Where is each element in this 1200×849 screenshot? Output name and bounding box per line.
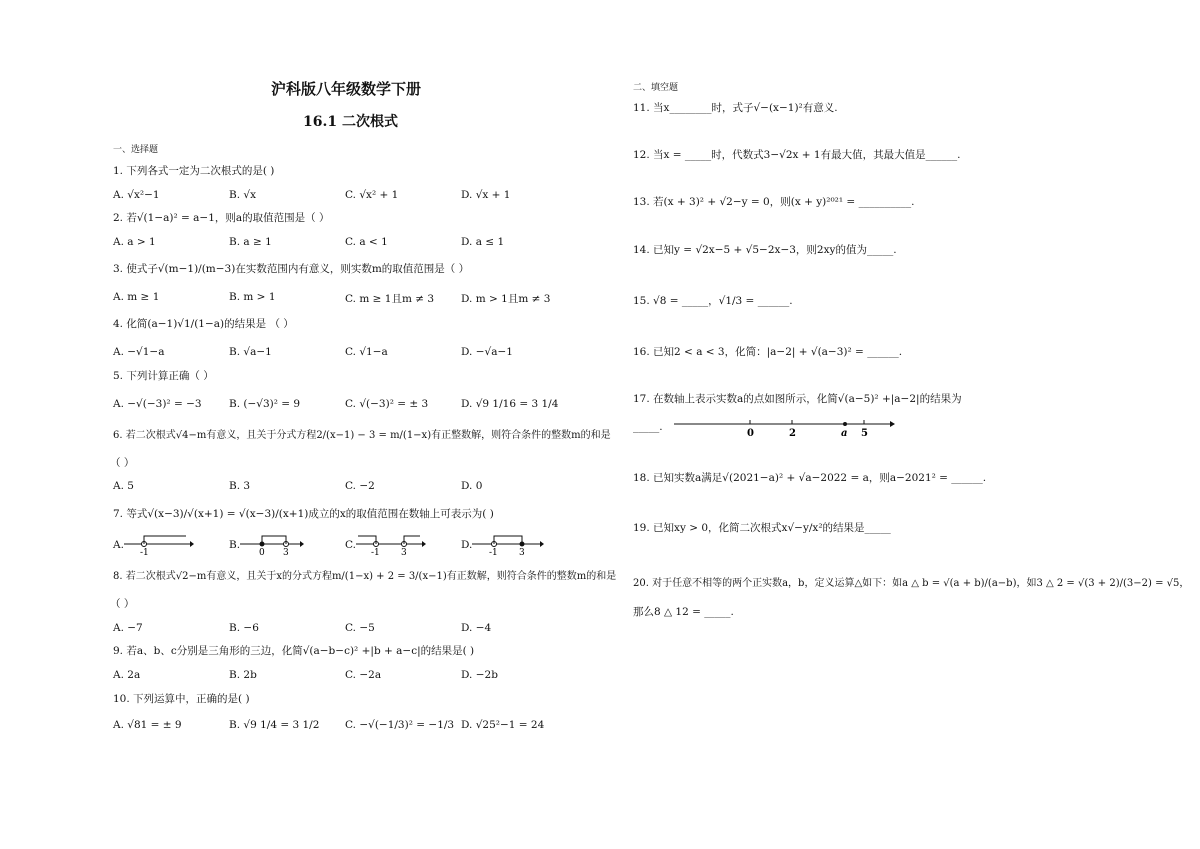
question-12: 12. 当x = _____时，代数式3−√2x + 1有最大值，其最大值是______.: [633, 149, 961, 161]
question-8: 8. 若二次根式√2−m有意义，且关于x的分式方程m/(1−x) + 2 = 3/(x−1)有正数解，则符合条件的整数m的和是: [113, 571, 617, 582]
q6-option-d: D. 0: [461, 480, 483, 492]
q1-option-d: D. √x + 1: [461, 189, 511, 201]
question-16: 16. 已知2 < a < 3，化简：|a−2| + √(a−3)² = ______.: [633, 346, 903, 358]
q8-option-c: C. −5: [345, 622, 375, 634]
q9-option-c: C. −2a: [345, 669, 382, 681]
question-6-paren: （ ）: [110, 457, 135, 469]
q8-option-b: B. −6: [229, 622, 259, 634]
q4-option-a: A. −√1−a: [113, 346, 165, 358]
number-line-b: [240, 530, 306, 556]
q3-option-a: A. m ≥ 1: [113, 291, 160, 303]
q5-option-d: D. √9 1/16 = 3 1/4: [461, 398, 559, 410]
q2-option-c: C. a < 1: [345, 236, 388, 248]
q7-option-c: C.: [345, 539, 356, 551]
question-10: 10. 下列运算中，正确的是( ): [113, 693, 250, 705]
q6-option-c: C. −2: [345, 480, 375, 492]
question-7: 7. 等式√(x−3)/√(x+1) = √(x−3)/(x+1)成立的x的取值范围在数轴上可表示为( ): [113, 508, 494, 520]
question-13: 13. 若(x + 3)² + √2−y = 0，则(x + y)²⁰²¹ = __________.: [633, 196, 915, 208]
q2-option-b: B. a ≥ 1: [229, 236, 272, 248]
question-4: 4. 化简(a−1)√1/(1−a)的结果是 （ ）: [113, 318, 294, 330]
q9-option-d: D. −2b: [461, 669, 498, 681]
question-17-blank: _____.: [633, 421, 663, 433]
q9-option-a: A. 2a: [113, 669, 141, 681]
q10-option-b: B. √9 1/4 = 3 1/2: [229, 719, 320, 731]
number-line-a: [124, 530, 194, 556]
question-20: 20. 对于任意不相等的两个正实数a，b，定义运算△如下：如a △ b = √(a + b)/(a−b)，如3 △ 2 = √(3 + 2)/(3−2) = √5，: [633, 578, 1190, 589]
q8-option-a: A. −7: [113, 622, 143, 634]
q5-option-a: A. −√(−3)² = −3: [113, 398, 202, 410]
nl-c-label-2: 3: [401, 548, 407, 558]
number-line-c: [356, 530, 428, 556]
page-subtitle: 16.1 二次根式: [303, 114, 398, 130]
section-fill-heading: 二、填空题: [633, 83, 679, 93]
question-11: 11. 当x________时，式子√−(x−1)²有意义.: [633, 102, 838, 114]
q1-option-a: A. √x²−1: [113, 189, 160, 201]
question-15: 15. √8 = _____，√1/3 = ______.: [633, 295, 793, 307]
q6-option-b: B. 3: [229, 480, 251, 492]
q3-option-c: C. m ≥ 1且m ≠ 3: [345, 293, 435, 305]
q10-option-d: D. √25²−1 = 24: [461, 719, 545, 731]
q17-axis-label-a: a: [841, 428, 848, 439]
section-choice-heading: 一、选择题: [113, 145, 159, 155]
page-title: 沪科版八年级数学下册: [271, 80, 422, 98]
question-5: 5. 下列计算正确（ ）: [113, 370, 214, 382]
q9-option-b: B. 2b: [229, 669, 257, 681]
q2-option-a: A. a > 1: [113, 236, 156, 248]
q3-option-b: B. m > 1: [229, 291, 276, 303]
nl-c-label-1: -1: [371, 548, 380, 558]
nl-b-label-1: 0: [259, 548, 265, 558]
question-2: 2. 若√(1−a)² = a−1，则a的取值范围是（ ）: [113, 212, 330, 224]
nl-b-label-2: 3: [283, 548, 289, 558]
q1-option-c: C. √x² + 1: [345, 189, 399, 201]
q17-axis-label-2: 2: [789, 428, 796, 439]
q8-option-d: D. −4: [461, 622, 492, 634]
q7-option-d: D.: [461, 539, 473, 551]
q6-option-a: A. 5: [113, 480, 134, 492]
q4-option-b: B. √a−1: [229, 346, 272, 358]
q4-option-d: D. −√a−1: [461, 346, 513, 358]
question-3: 3. 使式子√(m−1)/(m−3)在实数范围内有意义，则实数m的取值范围是（ ）: [113, 263, 470, 275]
q1-option-b: B. √x: [229, 189, 257, 201]
nl-a-label-1: -1: [140, 548, 149, 558]
question-8-paren: （ ）: [110, 598, 135, 610]
question-14: 14. 已知y = √2x−5 + √5−2x−3，则2xy的值为_____.: [633, 244, 897, 256]
q4-option-c: C. √1−a: [345, 346, 388, 358]
q5-option-b: B. (−√3)² = 9: [229, 398, 301, 410]
q17-axis-label-0: 0: [747, 428, 754, 439]
q17-axis-label-5: 5: [861, 428, 868, 439]
number-line-d: [472, 530, 546, 556]
q17-number-line: [674, 414, 898, 440]
nl-d-label-1: -1: [489, 548, 498, 558]
q7-option-b: B.: [229, 539, 241, 551]
nl-d-label-2: 3: [519, 548, 525, 558]
question-20-continued: 那么8 △ 12 = _____.: [633, 606, 734, 618]
q2-option-d: D. a ≤ 1: [461, 236, 505, 248]
question-9: 9. 若a、b、c分别是三角形的三边，化简√(a−b−c)² +|b + a−c|的结果是( ): [113, 645, 475, 657]
question-17: 17. 在数轴上表示实数a的点如图所示，化简√(a−5)² +|a−2|的结果为: [633, 393, 962, 405]
question-19: 19. 已知xy > 0，化简二次根式x√−y/x²的结果是_____: [633, 522, 891, 534]
question-1: 1. 下列各式一定为二次根式的是( ): [113, 165, 275, 177]
q3-option-d: D. m > 1且m ≠ 3: [461, 293, 551, 305]
q7-option-a: A.: [113, 539, 124, 551]
question-18: 18. 已知实数a满足√(2021−a)² + √a−2022 = a，则a−2021² = ______.: [633, 472, 987, 484]
question-6: 6. 若二次根式√4−m有意义，且关于分式方程2/(x−1) − 3 = m/(1−x)有正整数解，则符合条件的整数m的和是: [113, 430, 611, 441]
q10-option-c: C. −√(−1/3)² = −1/3: [345, 719, 455, 731]
q5-option-c: C. √(−3)² = ± 3: [345, 398, 429, 410]
q10-option-a: A. √81 = ± 9: [113, 719, 182, 731]
